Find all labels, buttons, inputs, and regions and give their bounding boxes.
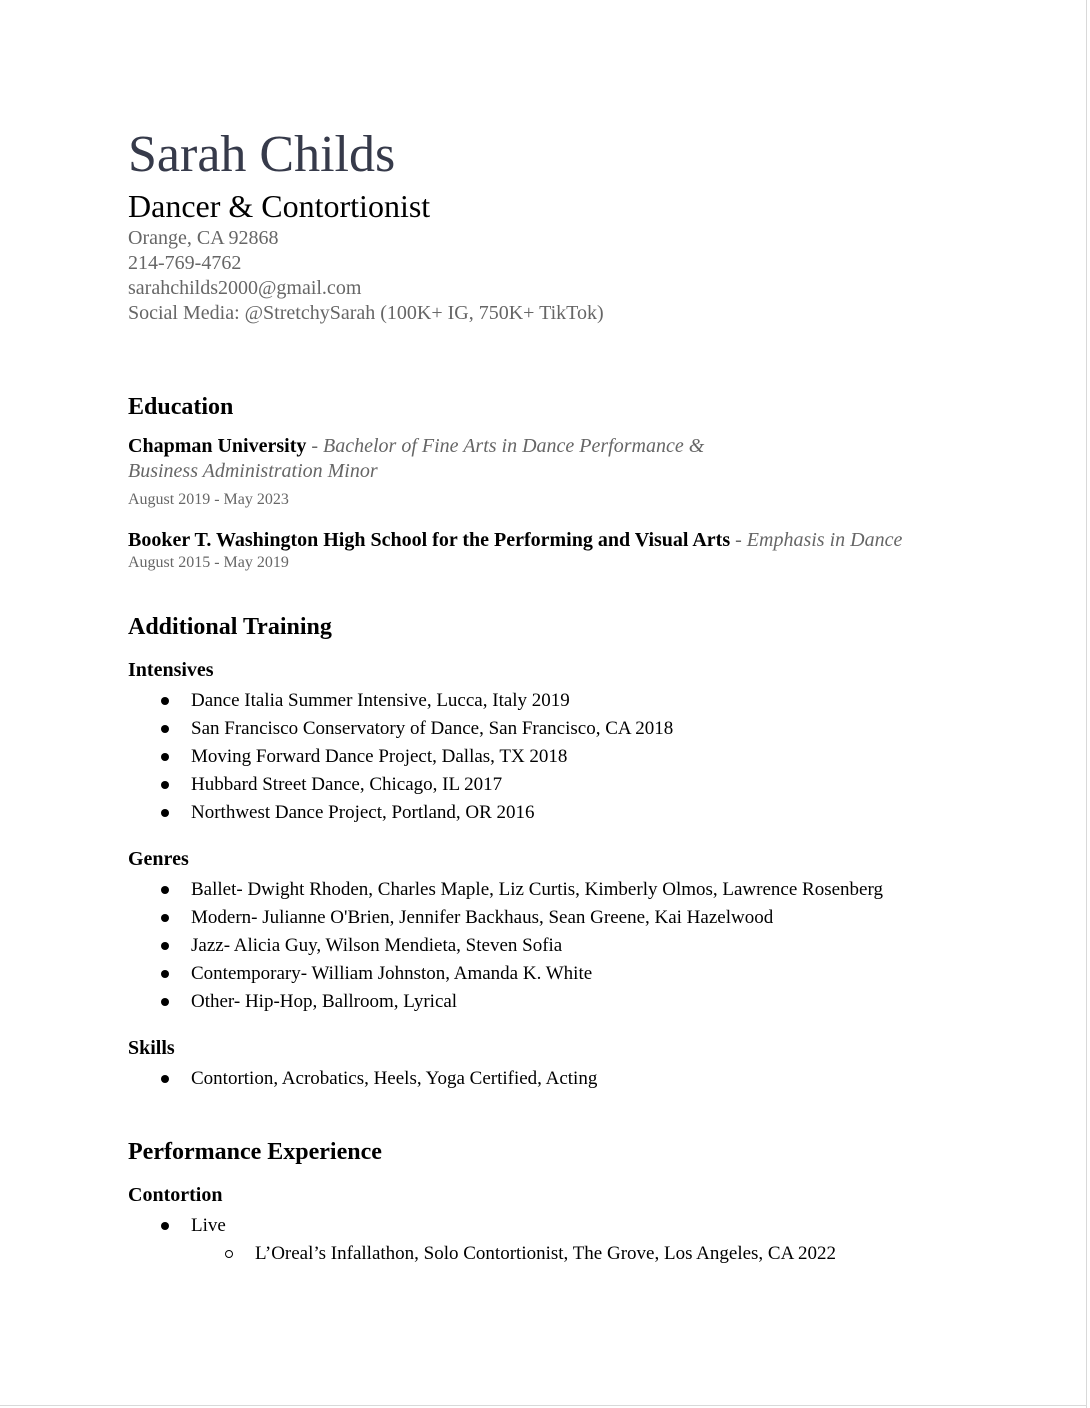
list-item: Hubbard Street Dance, Chicago, IL 2017 — [128, 771, 1028, 799]
skills-subheading: Skills — [128, 1037, 175, 1059]
list-item: Modern- Julianne O'Brien, Jennifer Backhaus, Sean Greene, Kai Hazelwood — [128, 904, 1028, 932]
resume-title: Dancer & Contortionist — [128, 188, 431, 224]
genres-subheading: Genres — [128, 848, 189, 870]
intensives-group — [128, 658, 1028, 827]
education-heading: Education — [128, 394, 234, 420]
education-section — [128, 392, 1028, 573]
contortion-group — [128, 1183, 1028, 1268]
contact-phone: 214-769-4762 — [128, 252, 242, 274]
list-item: Ballet- Dwight Rhoden, Charles Maple, Liz Curtis, Kimberly Olmos, Lawrence Rosenberg — [128, 876, 1028, 904]
list-item: Dance Italia Summer Intensive, Lucca, Italy 2019 — [128, 687, 1028, 715]
contact-email: sarahchilds2000@gmail.com — [128, 277, 362, 299]
contortion-list — [128, 1212, 1028, 1268]
resume-header — [128, 124, 1028, 326]
list-item: Jazz- Alicia Guy, Wilson Mendieta, Steven Sofia — [128, 932, 1028, 960]
list-item: Other- Hip-Hop, Ballroom, Lyrical — [128, 988, 1028, 1016]
intensives-subheading: Intensives — [128, 659, 214, 681]
skills-list — [128, 1065, 1028, 1093]
sublist-item: L’Oreal’s Infallathon, Solo Contortionist, The Grove, Los Angeles, CA 2022 — [191, 1240, 1028, 1268]
resume-name: Sarah Childs — [128, 126, 396, 183]
skills-group — [128, 1036, 1028, 1093]
list-item: Contemporary- William Johnston, Amanda K. White — [128, 960, 1028, 988]
entry-separator: - — [306, 435, 324, 457]
live-label: Live — [191, 1215, 226, 1236]
school-name: Chapman University — [128, 435, 307, 457]
list-item: Northwest Dance Project, Portland, OR 2016 — [128, 799, 1028, 827]
degree-detail: Bachelor of Fine Arts in Dance Performance & — [323, 435, 705, 457]
live-sublist — [191, 1240, 1028, 1268]
list-item: Moving Forward Dance Project, Dallas, TX 2018 — [128, 743, 1028, 771]
entry-separator: - — [730, 529, 747, 551]
genres-list — [128, 876, 1028, 1016]
education-dates: August 2015 - May 2019 — [128, 554, 289, 571]
performance-experience-heading: Performance Experience — [128, 1139, 382, 1165]
resume-document — [128, 124, 1028, 1268]
intensives-list — [128, 687, 1028, 827]
education-entry — [128, 528, 1028, 573]
list-item: San Francisco Conservatory of Dance, San Francisco, CA 2018 — [128, 715, 1028, 743]
contact-address: Orange, CA 92868 — [128, 227, 279, 249]
additional-training-heading: Additional Training — [128, 614, 332, 640]
performance-experience-section — [128, 1137, 1028, 1268]
list-item: Contortion, Acrobatics, Heels, Yoga Certified, Acting — [128, 1065, 1028, 1093]
education-dates: August 2019 - May 2023 — [128, 491, 289, 508]
degree-detail: Emphasis in Dance — [746, 529, 903, 551]
page-edge-bottom — [0, 1405, 1087, 1406]
contact-social: Social Media: @StretchySarah (100K+ IG, 750K+ TikTok) — [128, 302, 604, 324]
degree-detail-continued: Business Administration Minor — [128, 460, 378, 482]
education-entry-main — [128, 434, 1028, 459]
page-edge-right — [1086, 0, 1087, 1408]
education-entry — [128, 434, 1028, 510]
list-item-live — [128, 1212, 1028, 1268]
genres-group — [128, 847, 1028, 1016]
education-entry-main — [128, 528, 1028, 553]
contortion-subheading: Contortion — [128, 1184, 223, 1206]
school-name: Booker T. Washington High School for the Performing and Visual Arts — [128, 529, 731, 551]
additional-training-section — [128, 612, 1028, 1093]
